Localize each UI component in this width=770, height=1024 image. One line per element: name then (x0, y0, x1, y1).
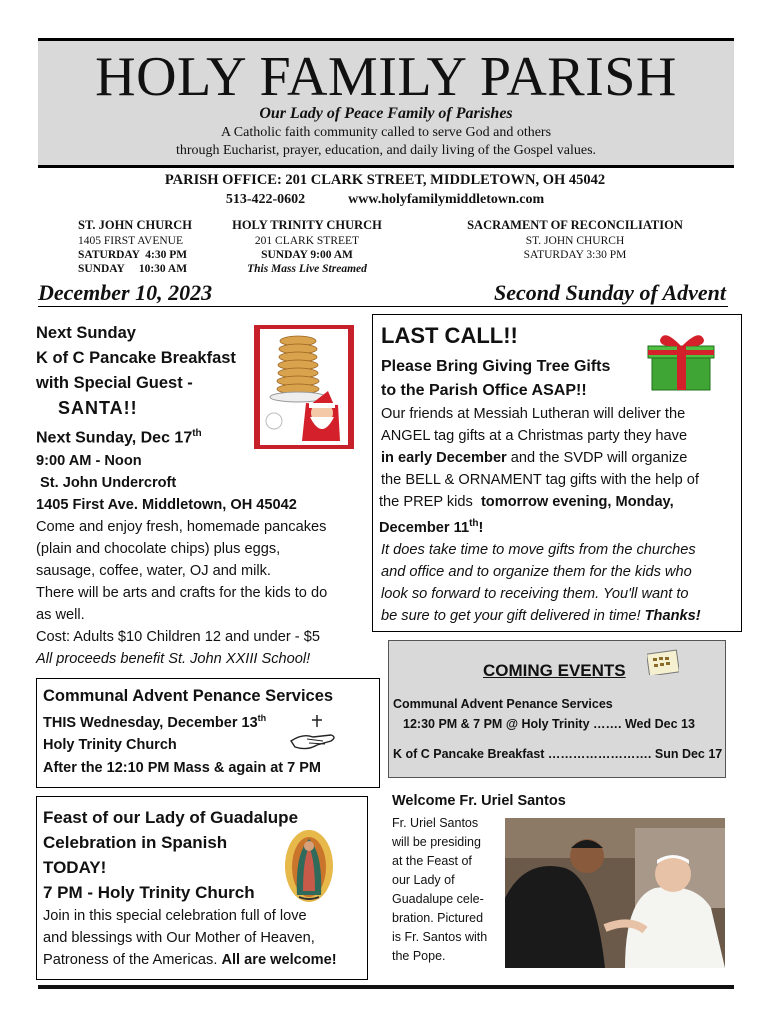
divider (38, 306, 728, 307)
advent-times: After the 12:10 PM Mass & again at 7 PM (43, 760, 321, 776)
pancake-heading-3: with Special Guest - (36, 374, 193, 392)
fr-santos-with-pope-photo (505, 818, 725, 968)
welcome-line: bration. Pictured (392, 911, 484, 925)
parish-subtitle: Our Lady of Peace Family of Parishes (259, 105, 513, 122)
last-call-heading-1: Please Bring Giving Tree Gifts (381, 358, 611, 375)
last-call-line: ANGEL tag gifts at a Christmas party they have (381, 428, 688, 444)
advent-penance-box (36, 678, 380, 788)
our-lady-of-guadalupe-image (283, 829, 335, 903)
advent-date (43, 713, 266, 731)
calendar-icon (647, 649, 679, 675)
welcome-line: is Fr. Santos with (392, 930, 488, 944)
event-2: K of C Pancake Breakfast ……………………. Sun Dec 17 (393, 747, 723, 761)
santa-pancake-image (254, 325, 354, 449)
mission-line-2: through Eucharist, prayer, education, and daily living of the Gospel values. (175, 143, 597, 158)
welcome-line: Fr. Uriel Santos (392, 816, 479, 830)
coming-events-box (388, 640, 726, 778)
church-name: ST. JOHN CHURCH (525, 235, 625, 247)
pancake-body-3: sausage, coffee, water, OJ and milk. (36, 563, 271, 580)
guadalupe-title-1: Feast of our Lady of Guadalupe (43, 808, 299, 827)
pancake-time: 9:00 AM - Noon (36, 453, 142, 470)
guadalupe-title-2: Celebration in Spanish (43, 833, 228, 852)
guadalupe-text: Patroness of the Americas. (43, 952, 222, 968)
welcome-line: will be presiding (392, 835, 481, 849)
pancake-body-4: There will be arts and crafts for the kids to do (36, 585, 328, 602)
last-call-line (379, 491, 739, 513)
parish-office-contact (0, 192, 770, 208)
live-stream-note: This Mass Live Streamed (247, 263, 367, 275)
advent-date-text: THIS Wednesday, December 13 (43, 714, 258, 731)
last-call-line: It does take time to move gifts from the churches (381, 541, 696, 558)
last-call-body (379, 403, 739, 627)
guadalupe-line: and blessings with Our Mother of Heaven, (43, 930, 315, 946)
liturgical-occasion: Second Sunday of Advent (493, 280, 726, 305)
office-website[interactable]: www.holyfamilymiddletown.com (348, 192, 545, 207)
pancake-heading-2: K of C Pancake Breakfast (36, 349, 236, 367)
event-1-title: Communal Advent Penance Services (393, 697, 613, 711)
welcome-line: Guadalupe cele- (392, 892, 484, 906)
masthead (38, 38, 734, 168)
pancake-body-5: as well. (36, 607, 85, 624)
reconciliation-time: SATURDAY 3:30 PM (523, 249, 627, 261)
last-call-line: the BELL & ORNAMENT tag gifts with the help of (381, 472, 699, 488)
santa-callout: SANTA!! (58, 398, 138, 418)
pancake-location: St. John Undercroft (36, 475, 177, 492)
gift-box-icon (646, 330, 718, 392)
pancake-date-text: Next Sunday, Dec 17 (36, 429, 193, 447)
reconciliation-schedule (455, 218, 695, 262)
last-call-line: and office and to organize them for the kids who (381, 563, 692, 580)
last-call-line: look so forward to receiving them. You'll want to (381, 585, 689, 602)
pancake-cost: Cost: Adults $10 Children 12 and under - $5 (36, 629, 320, 646)
pancake-body-2: (plain and chocolate chips) plus eggs, (36, 541, 281, 558)
ordinal-suffix: th (469, 518, 479, 529)
coming-events-title: COMING EVENTS (483, 661, 626, 680)
guadalupe-box (36, 796, 368, 980)
ordinal-suffix: th (192, 428, 202, 439)
handshake-icon (287, 711, 341, 757)
last-call-text: and the SVDP will organize (506, 450, 688, 466)
mass-holy-trinity (222, 218, 392, 276)
mass-time: SATURDAY 4:30 PM (78, 249, 188, 261)
church-address: 201 CLARK STREET (254, 235, 360, 247)
guadalupe-line (43, 949, 337, 971)
church-name: HOLY TRINITY CHURCH (232, 218, 382, 232)
last-call-emphasis: tomorrow evening, Monday, (480, 494, 674, 510)
guadalupe-body (43, 905, 337, 971)
welcome-line: at the Feast of (392, 854, 472, 868)
parish-office-address: PARISH OFFICE: 201 CLARK STREET, MIDDLETOWN, OH 45042 (164, 172, 606, 188)
welcome-line: our Lady of (392, 873, 455, 887)
pancake-body-1: Come and enjoy fresh, homemade pancakes (36, 519, 327, 536)
last-call-emphasis: in early December (381, 450, 507, 466)
welcome-body (392, 814, 502, 966)
mission-line-1: A Catholic faith community called to serve God and others (220, 125, 552, 140)
last-call-thanks: Thanks! (644, 607, 701, 624)
pancake-heading-1: Next Sunday (36, 324, 136, 342)
last-call-line: Our friends at Messiah Lutheran will deliver the (381, 406, 686, 422)
last-call-heading-2: to the Parish Office ASAP!! (381, 382, 587, 399)
pancake-proceeds: All proceeds benefit St. John XXIII School! (36, 651, 311, 668)
church-name: ST. JOHN CHURCH (78, 218, 193, 232)
pancake-address: 1405 First Ave. Middletown, OH 45042 (36, 497, 297, 514)
sacrament-name: SACRAMENT OF RECONCILIATION (467, 218, 683, 232)
mass-time: SUNDAY 10:30 AM (78, 263, 188, 275)
last-call-title: LAST CALL!! (381, 323, 518, 348)
advent-title: Communal Advent Penance Services (43, 687, 334, 705)
event-1-detail: 12:30 PM & 7 PM @ Holy Trinity ……. Wed Dec 13 (403, 717, 695, 731)
guadalupe-today: TODAY! (43, 858, 107, 877)
last-call-line (379, 605, 739, 627)
mass-time: SUNDAY 9:00 AM (261, 249, 353, 261)
welcome-line: the Pope. (392, 949, 446, 963)
welcome-title: Welcome Fr. Uriel Santos (392, 793, 566, 809)
last-call-date: December 11 (379, 519, 470, 536)
office-phone: 513-422-0602 (225, 192, 306, 207)
bulletin-date: December 10, 2023 (38, 280, 213, 305)
church-address: 1405 FIRST AVENUE (78, 235, 184, 247)
last-call-text: be sure to get your gift delivered in time! (381, 607, 645, 624)
guadalupe-time-place: 7 PM - Holy Trinity Church (43, 883, 255, 902)
ordinal-suffix: th (257, 713, 267, 723)
advent-location: Holy Trinity Church (43, 737, 177, 753)
guadalupe-line: Join in this special celebration full of love (43, 908, 307, 924)
last-call-line (379, 513, 739, 539)
parish-title: HOLY FAMILY PARISH (95, 46, 677, 108)
last-call-text: ! (478, 519, 484, 536)
last-call-line (379, 447, 739, 469)
mass-st-john (78, 218, 208, 276)
footer-rule (38, 985, 734, 989)
guadalupe-welcome: All are welcome! (221, 952, 337, 968)
last-call-text: the PREP kids (379, 494, 481, 510)
